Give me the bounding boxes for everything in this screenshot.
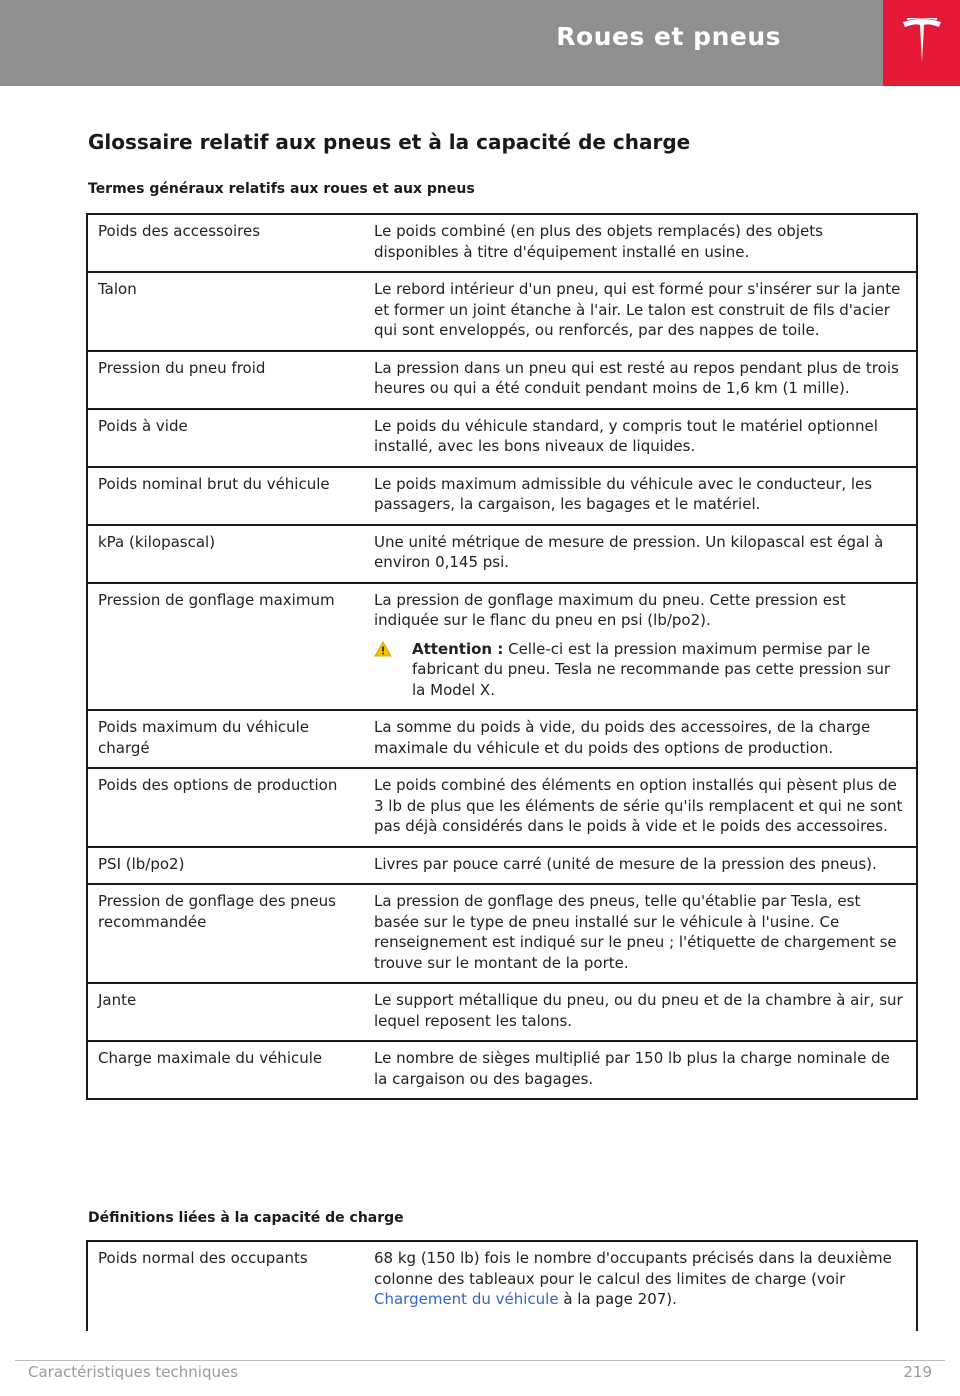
header-title: Roues et pneus bbox=[556, 22, 781, 51]
table-row bbox=[87, 409, 917, 467]
table-row bbox=[87, 214, 917, 272]
tesla-logo bbox=[883, 0, 960, 86]
term-cell: Talon bbox=[87, 272, 364, 351]
page-title: Glossaire relatif aux pneus et à la capacité de charge bbox=[88, 130, 691, 154]
glossary-table-general bbox=[86, 213, 918, 1100]
definition-cell: Le poids maximum admissible du véhicule avec le conducteur, les passagers, la cargaison, les bagages et le matériel. bbox=[364, 467, 917, 525]
definition-cell: Le support métallique du pneu, ou du pneu et de la chambre à air, sur lequel reposent les talons. bbox=[364, 983, 917, 1041]
term-cell: Poids maximum du véhicule chargé bbox=[87, 710, 364, 768]
definition-cell: La pression dans un pneu qui est resté au repos pendant plus de trois heures ou qui a été conduit pendant moins de 1,6 km (1 mille). bbox=[364, 351, 917, 409]
term-cell: Pression de gonflage des pneus recommandée bbox=[87, 884, 364, 983]
definition-text-end: à la page 207). bbox=[558, 1290, 677, 1308]
footer-section-name: Caractéristiques techniques bbox=[28, 1363, 239, 1381]
definition-cell: Le poids du véhicule standard, y compris tout le matériel optionnel installé, avec les bons niveaux de liquides. bbox=[364, 409, 917, 467]
warning-body: Celle-ci est la pression maximum permise par le fabricant du pneu. Tesla ne recommande pas cette pression sur la Model X. bbox=[412, 639, 891, 699]
term-cell: Poids des options de production bbox=[87, 768, 364, 847]
table-row bbox=[87, 847, 917, 885]
term-cell: Poids nominal brut du véhicule bbox=[87, 467, 364, 525]
definition-cell: Le poids combiné des éléments en option installés qui pèsent plus de 3 lb de plus que les éléments de série qu'ils remplacent et qui ne sont pas déjà considérés dans le poids à vide et le poids des accessoires. bbox=[364, 768, 917, 847]
definition-cell: La somme du poids à vide, du poids des accessoires, de la charge maximale du véhicule et du poids des options de production. bbox=[364, 710, 917, 768]
warning-label: Attention : bbox=[412, 639, 504, 658]
table-row bbox=[87, 272, 917, 351]
term-cell: Pression de gonflage maximum bbox=[87, 583, 364, 711]
warning-text bbox=[412, 639, 906, 701]
table-row bbox=[87, 467, 917, 525]
definition-cell: La pression de gonflage des pneus, telle qu'établie par Tesla, est basée sur le type de pneu installé sur le véhicule à l'usine. Ce renseignement est indiqué sur le pneu ; l'étiquette de chargement se trouve sur le montant de la porte. bbox=[364, 884, 917, 983]
term-cell: kPa (kilopascal) bbox=[87, 525, 364, 583]
warning-icon bbox=[374, 639, 412, 701]
warning-note bbox=[374, 639, 906, 701]
term-cell: Poids à vide bbox=[87, 409, 364, 467]
definition-cell: Le nombre de sièges multiplié par 150 lb plus la charge nominale de la cargaison ou des bagages. bbox=[364, 1041, 917, 1099]
header-bar bbox=[0, 0, 883, 86]
table-row bbox=[87, 710, 917, 768]
glossary-table-load bbox=[86, 1240, 918, 1331]
definition-cell: Le rebord intérieur d'un pneu, qui est formé pour s'insérer sur la jante et former un joint étanche à l'air. Le talon est construit de fils d'acier qui sont enveloppés, ou renforcés, par des nappes de toile. bbox=[364, 272, 917, 351]
section-title-load-definitions: Définitions liées à la capacité de charge bbox=[88, 1210, 404, 1226]
link-chargement-du-vehicule[interactable]: Chargement du véhicule bbox=[374, 1290, 559, 1308]
term-cell: Jante bbox=[87, 983, 364, 1041]
term-cell: Charge maximale du véhicule bbox=[87, 1041, 364, 1099]
footer-page-number: 219 bbox=[903, 1363, 932, 1381]
term-cell: Poids normal des occupants bbox=[87, 1241, 364, 1331]
tesla-logo-icon bbox=[901, 18, 943, 68]
table-row bbox=[87, 583, 917, 711]
term-cell: PSI (lb/po2) bbox=[87, 847, 364, 885]
definition-cell: Une unité métrique de mesure de pression. Un kilopascal est égal à environ 0,145 psi. bbox=[364, 525, 917, 583]
table-row bbox=[87, 884, 917, 983]
definition-text: La pression de gonflage maximum du pneu. Cette pression est indiquée sur le flanc du pneu en psi (lb/po2). bbox=[374, 590, 846, 629]
definition-cell bbox=[364, 583, 917, 711]
definition-cell: Livres par pouce carré (unité de mesure de la pression des pneus). bbox=[364, 847, 917, 885]
table-row bbox=[87, 525, 917, 583]
term-cell: Poids des accessoires bbox=[87, 214, 364, 272]
term-cell: Pression du pneu froid bbox=[87, 351, 364, 409]
table-row bbox=[87, 351, 917, 409]
table-row bbox=[87, 1041, 917, 1099]
table-row bbox=[87, 768, 917, 847]
definition-cell bbox=[364, 1241, 917, 1331]
table-row bbox=[87, 983, 917, 1041]
table-row bbox=[87, 1241, 917, 1331]
definition-cell: Le poids combiné (en plus des objets remplacés) des objets disponibles à titre d'équipement installé en usine. bbox=[364, 214, 917, 272]
footer-divider bbox=[15, 1360, 945, 1361]
section-title-general-terms: Termes généraux relatifs aux roues et aux pneus bbox=[88, 181, 475, 197]
definition-text: 68 kg (150 lb) fois le nombre d'occupants précisés dans la deuxième colonne des tableaux pour le calcul des limites de charge (voir bbox=[374, 1249, 892, 1288]
